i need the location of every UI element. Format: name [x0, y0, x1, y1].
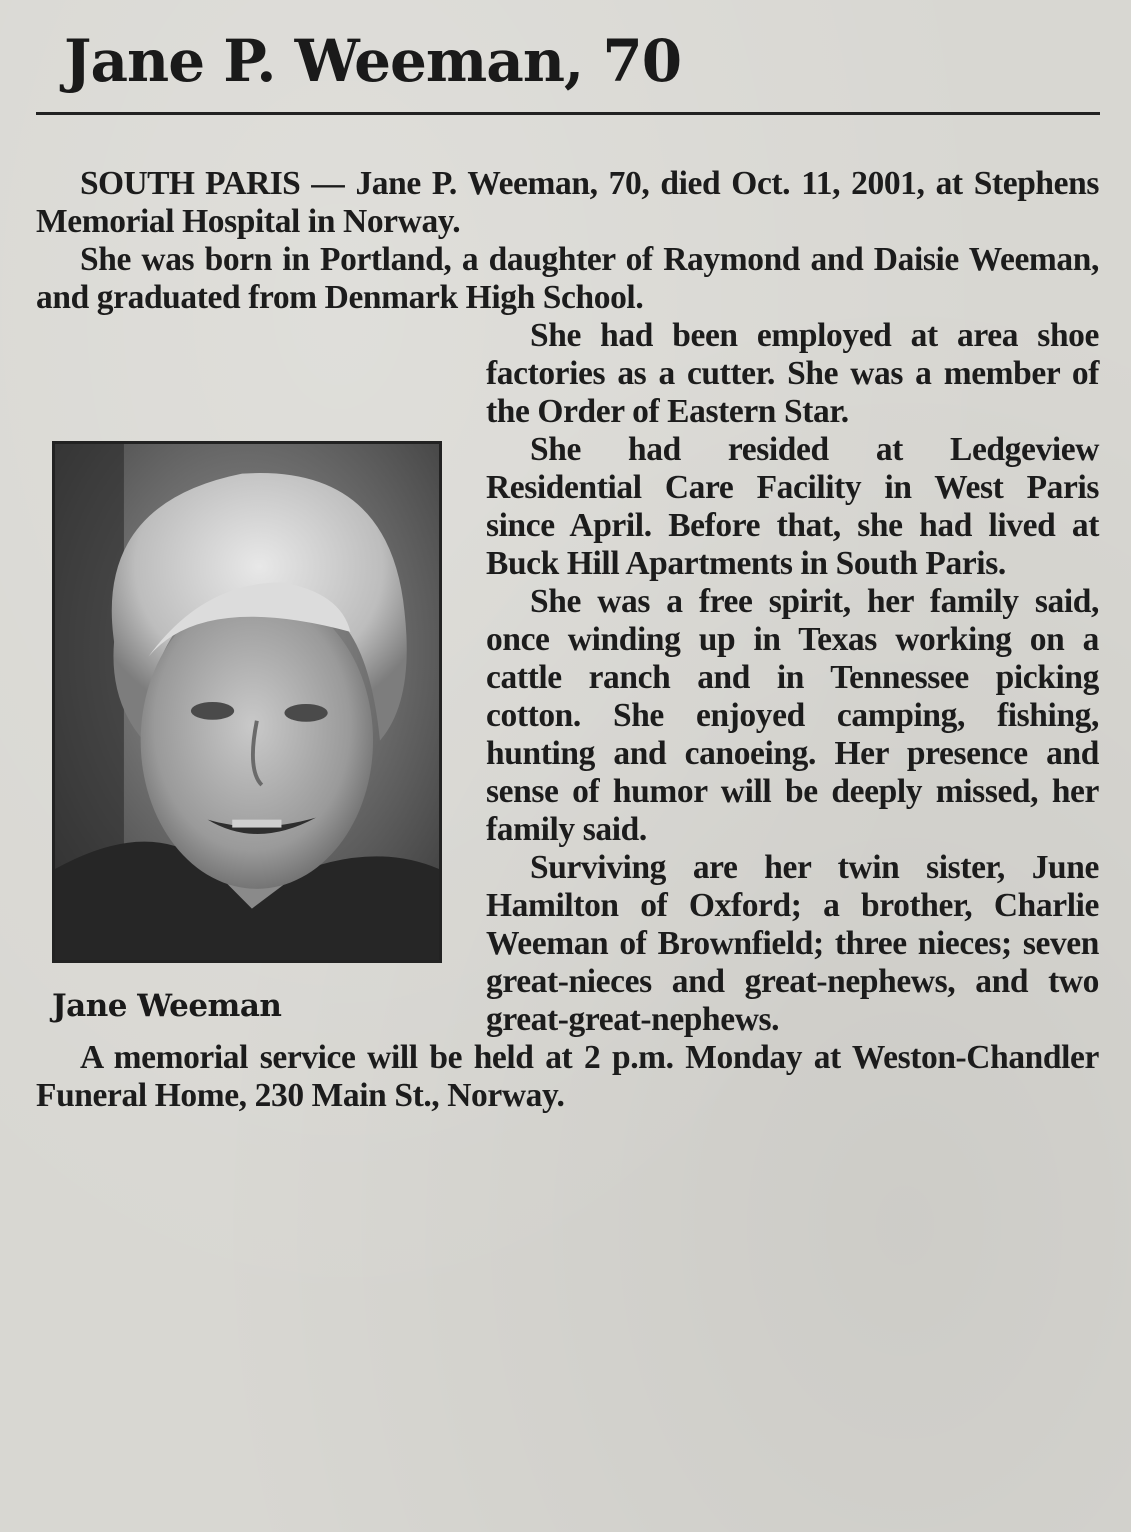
paragraph-birth: She was born in Portland, a daughter of Raymond and Daisie Weeman, and graduated from Denmark High School. — [36, 241, 1099, 316]
photo-caption: Jane Weeman — [52, 988, 282, 1024]
portrait-image — [55, 444, 439, 960]
paragraph-free-spirit: She was a free spirit, her family said, once winding up in Texas working on a cattle ranch and in Tennessee picking cotton. She enjoyed camping, fishing, hunting and canoeing. Her presence and sense of humor will be deeply missed, her family said. — [486, 583, 1099, 848]
headline: Jane P. Weeman, 70 — [64, 27, 682, 95]
dateline: SOUTH PARIS — [80, 165, 301, 202]
portrait-photo — [52, 441, 442, 963]
headline-rule — [36, 112, 1100, 115]
dateline-dash: — — [300, 165, 356, 202]
paragraph-employment: She had been employed at area shoe factories as a cutter. She was a member of the Order of Eastern Star. — [486, 317, 1099, 430]
paragraph-death-notice — [36, 165, 1099, 241]
death-notice-text: Jane P. Weeman, 70, died Oct. 11, 2001, at Stephens Memorial Hospital in Norway. — [36, 165, 1099, 240]
paragraph-memorial-service: A memorial service will be held at 2 p.m. Monday at Weston-Chandler Funeral Home, 230 Main St., Norway. — [36, 1039, 1099, 1114]
obituary-body — [36, 165, 1099, 1115]
paragraph-survivors: Surviving are her twin sister, June Hamilton of Oxford; a brother, Charlie Weeman of Brownfield; three nieces; seven great-nieces and great-nephews, and two great-great-nephews. — [486, 849, 1099, 1038]
paragraph-residence: She had resided at Ledgeview Residential Care Facility in West Paris since April. Before that, she had lived at Buck Hill Apartments in South Paris. — [486, 431, 1099, 582]
photo-block — [34, 327, 466, 1035]
